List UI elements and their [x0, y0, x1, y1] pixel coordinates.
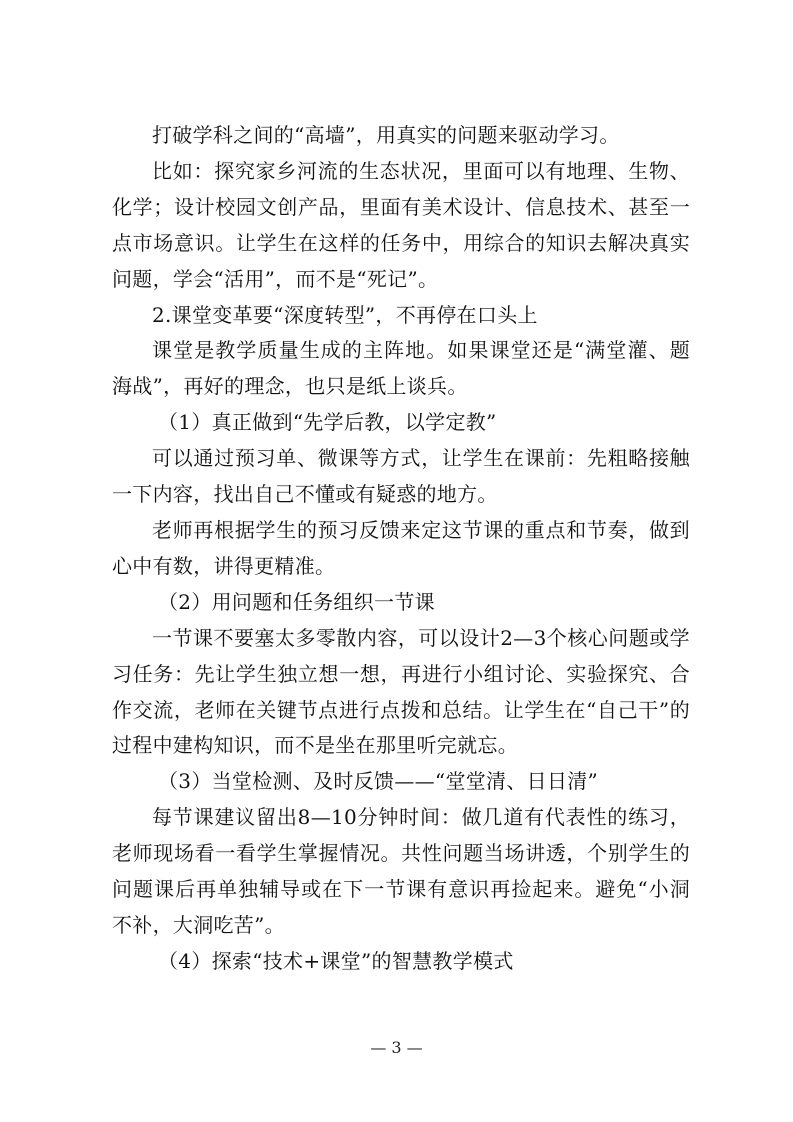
body-text: [112, 118, 690, 980]
subheading-4: （4）探索“技术+课堂”的智慧教学模式: [158, 948, 514, 973]
paragraph-interdisciplinary: 打破学科之间的“高墙”，用真实的问题来驱动学习。: [152, 123, 620, 147]
paragraph-example: 比如：探究家乡河流的生态状况，里面可以有地理、生物、化学；设计校园文创产品，里面有美术设计、信息技术、甚至一点市场意识。让学生在这样的任务中，用综合的知识去解决真实问题，学会“活用”，而不是“死记”。: [112, 158, 690, 291]
paragraph-classroom-main-front: 课堂是教学质量生成的主阵地。如果课堂还是“满堂灌、题海战”，再好的理念，也只是纸上谈兵。: [112, 338, 690, 399]
paragraph-preview: 可以通过预习单、微课等方式，让学生在课前：先粗略接触一下内容，找出自己不懂或有疑惑的地方。: [112, 446, 690, 507]
subheading-2: （2）用问题和任务组织一节课: [158, 589, 435, 614]
paragraph-core-questions: 一节课不要塞太多零散内容，可以设计2—3个核心问题或学习任务：先让学生独立想一想，再进行小组讨论、实验探究、合作交流，老师在关键节点进行点拨和总结。让学生在“自己干”的过程中建构知识，而不是坐在那里听完就忘。: [112, 625, 690, 758]
page-number: — 3 —: [370, 1038, 423, 1057]
paragraph-in-class-test: 每节课建议留出8—10分钟时间：做几道有代表性的练习，老师现场看一看学生掌握情况。共性问题当场讲透，个别学生的问题课后再单独辅导或在下一节课有意识再捡起来。避免“小洞不补，大洞吃苦”。: [112, 805, 690, 937]
heading-classroom-reform: 2.课堂变革要“深度转型”，不再停在口头上: [152, 302, 538, 327]
subheading-3: （3）当堂检测、及时反馈——“堂堂清、日日清”: [158, 769, 599, 794]
paragraph-teacher-feedback: 老师再根据学生的预习反馈来定这节课的重点和节奏，做到心中有数，讲得更精准。: [112, 517, 690, 578]
subheading-1: （1）真正做到“先学后教，以学定教”: [158, 410, 497, 435]
